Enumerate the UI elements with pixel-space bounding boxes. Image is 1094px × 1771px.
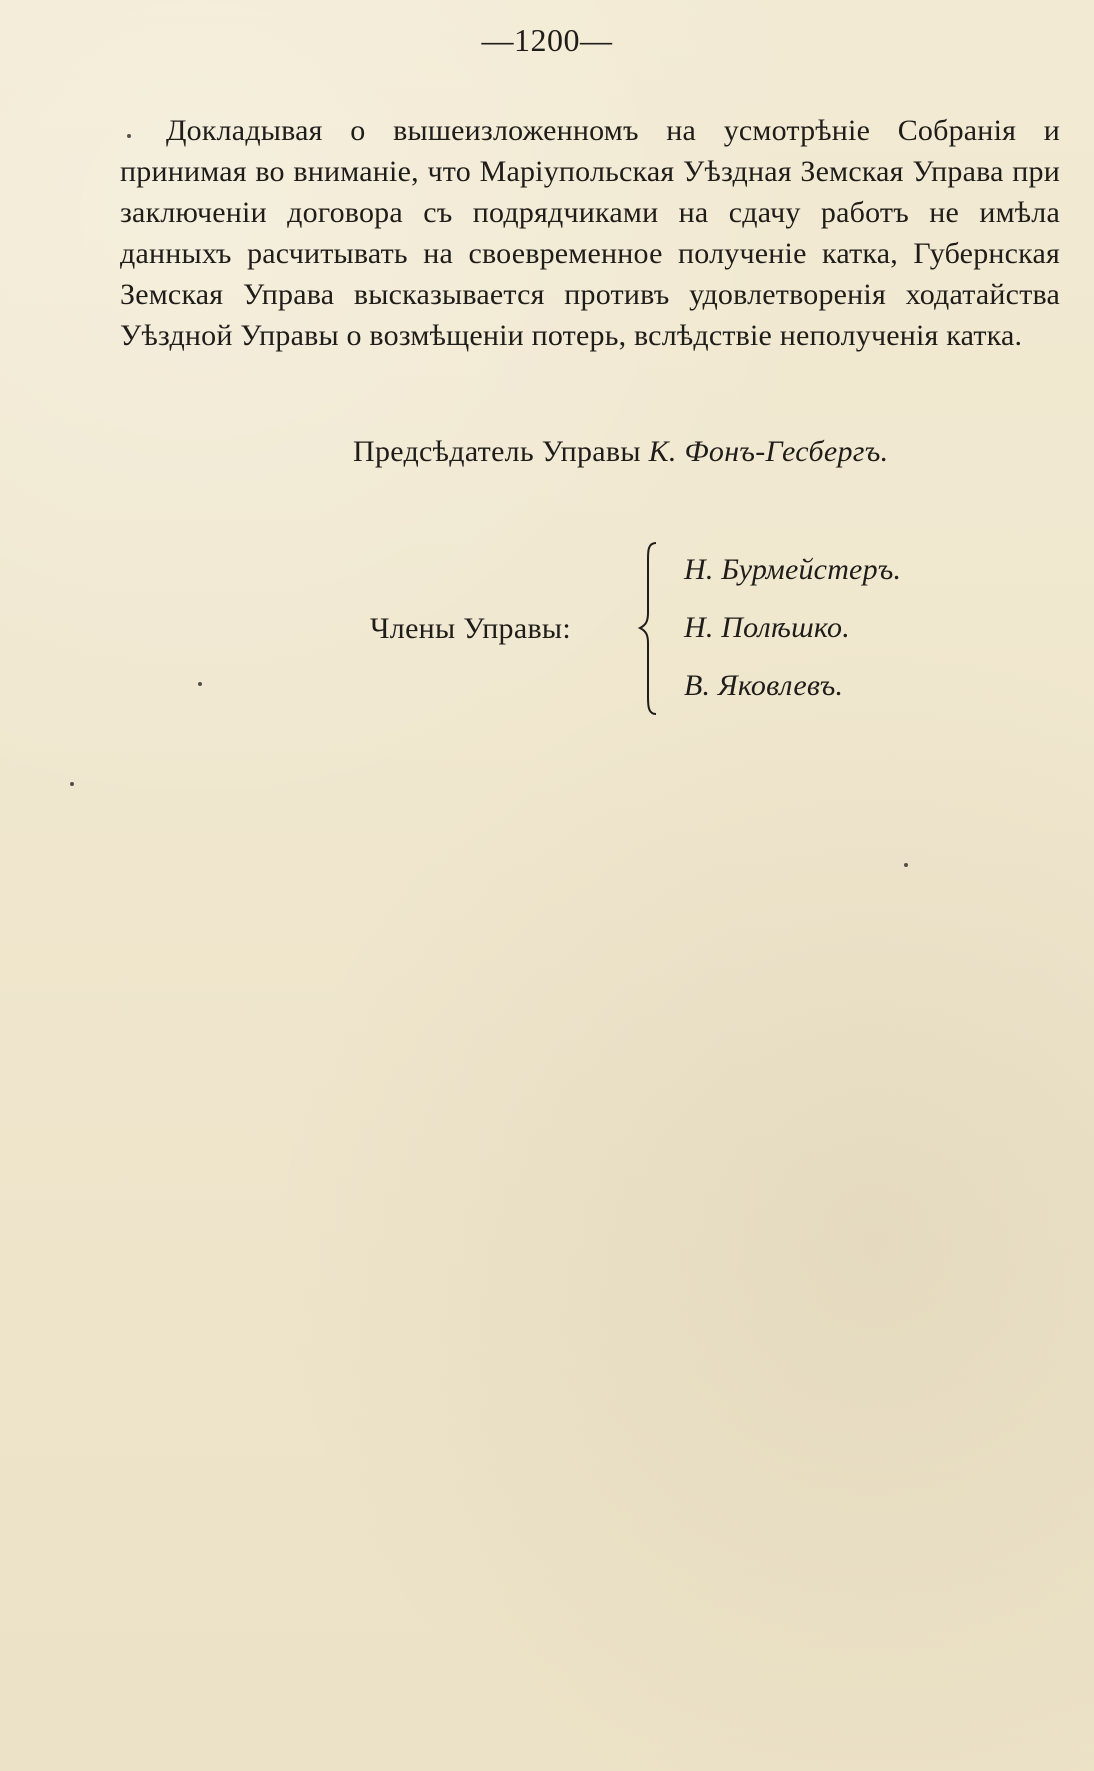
member-name: Н. Полѣшко.	[684, 611, 850, 644]
paper-speck	[904, 863, 908, 867]
reverse-page-bleed-through	[115, 330, 1045, 1710]
paper-speck	[127, 134, 131, 138]
curly-brace-icon	[636, 541, 660, 716]
paper-speck	[70, 782, 74, 786]
page-number: —1200—	[481, 22, 613, 58]
paper-speck	[198, 682, 202, 686]
report-paragraph: Докладывая о вышеизложенномъ на усмотрѣніе Собранія и принимая во вниманіе, что Маріупольская Уѣздная Земская Управа при заключеніи договора съ подрядчиками на сдачу работъ не имѣла данныхъ расчитывать на своевременное полученіе катка, Губернская Земская Управа высказывается противъ удовлетворенія ходатайства Уѣздной Управы о возмѣщеніи потерь, вслѣдствіе неполученія катка.	[120, 114, 1060, 352]
main-text-block	[120, 110, 1060, 356]
members-label: Члены Управы:	[370, 612, 572, 645]
member-list	[684, 541, 1004, 715]
chairman-signature	[353, 432, 888, 472]
member-name: В. Яковлевъ.	[684, 669, 844, 702]
chairman-name: К. Фонъ-Гесбергъ.	[648, 435, 889, 468]
board-members-block	[370, 541, 990, 716]
member-name: Н. Бурмейстеръ.	[684, 553, 902, 586]
chairman-label: Предсѣдатель Управы	[353, 435, 641, 468]
